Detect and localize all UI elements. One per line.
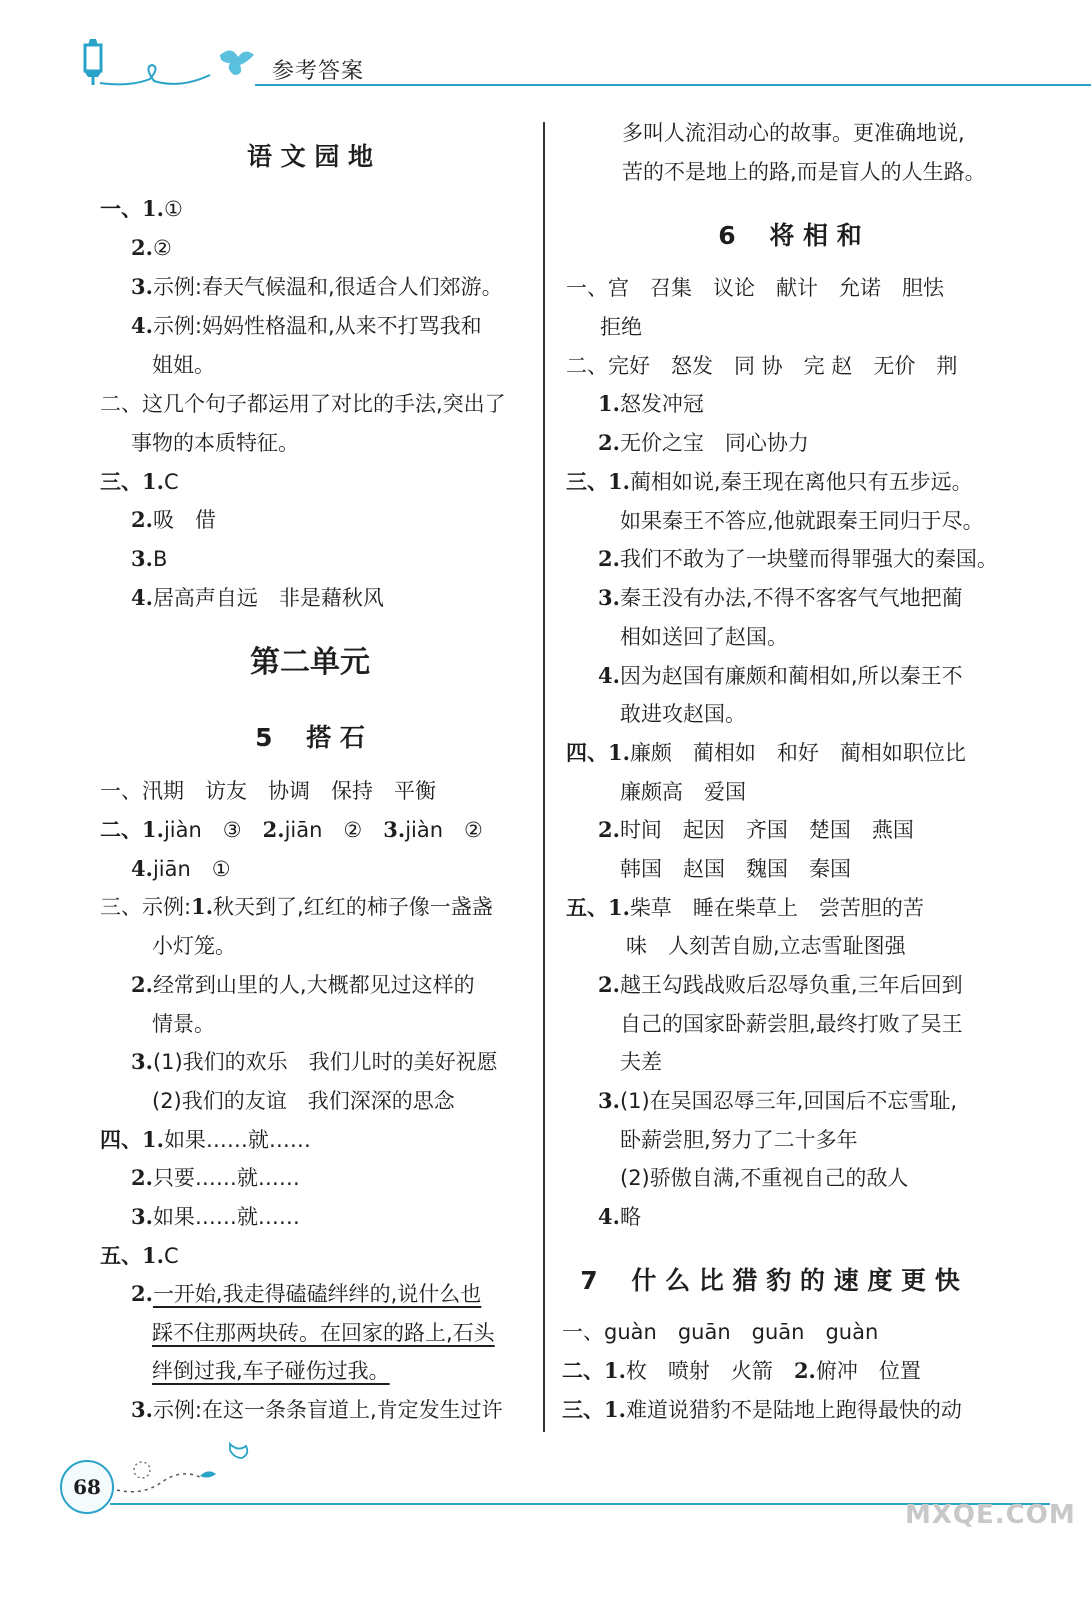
header-rule [255, 84, 1091, 86]
answer-line: 小灯笼。 [152, 934, 236, 958]
answer-line: 一、1.① [100, 196, 183, 221]
answer-line: 一、guàn guān guān guàn [562, 1320, 879, 1344]
answer-line: (2)我们的友谊 我们深深的思念 [152, 1089, 455, 1113]
answer-line: 四、1.如果……就…… [100, 1127, 311, 1152]
answer-line: 三、1.蔺相如说,秦王现在离他只有五步远。 [566, 469, 973, 494]
site-watermark: MXQE.COM [905, 1500, 1076, 1530]
lantern-vine-decoration-icon [70, 35, 260, 90]
answer-line: 2.经常到山里的人,大概都见过这样的 [131, 972, 475, 997]
unit-heading: 第二单元 [250, 645, 370, 680]
answer-line: 4.居高声自远 非是藉秋风 [131, 585, 384, 610]
answer-line: 三、1.C [100, 469, 179, 494]
answer-line: 2.时间 起因 齐国 楚国 燕国 [598, 817, 914, 842]
answer-line: 二、这几个句子都运用了对比的手法,突出了 [100, 392, 506, 416]
page-number: 68 [60, 1460, 114, 1514]
answer-line: 味 人刻苦自励,立志雪耻图强 [626, 934, 906, 958]
answer-line: 3.(1)在吴国忍辱三年,回国后不忘雪耻, [598, 1088, 958, 1113]
bird-trail-decoration-icon [112, 1430, 262, 1500]
answer-line: 五、1.柴草 睡在柴草上 尝苦胆的苦 [566, 895, 924, 920]
answer-line: 4.因为赵国有廉颇和蔺相如,所以秦王不 [598, 663, 963, 688]
answer-line: 3.如果……就…… [131, 1204, 300, 1229]
answer-line: 3.示例:春天气候温和,很适合人们郊游。 [131, 274, 503, 299]
answer-line: 敢进攻赵国。 [620, 702, 746, 726]
answer-line: 多叫人流泪动心的故事。更准确地说, [622, 121, 965, 145]
answer-line: 2.我们不敢为了一块璧而得罪强大的秦国。 [598, 546, 998, 571]
answer-line: 相如送回了赵国。 [620, 625, 788, 649]
answer-line: 2.② [131, 235, 172, 260]
answer-line: 3.(1)我们的欢乐 我们儿时的美好祝愿 [131, 1049, 498, 1074]
answer-line: 一、汛期 访友 协调 保持 平衡 [100, 779, 436, 803]
answer-line: 2.一开始,我走得磕磕绊绊的,说什么也 [131, 1281, 482, 1306]
answer-line: 2.越王勾践战败后忍辱负重,三年后回到 [598, 972, 963, 997]
answer-line: 3.秦王没有办法,不得不客客气气地把蔺 [598, 585, 963, 610]
answer-line: 4.jiān ① [131, 856, 231, 881]
answer-line: 苦的不是地上的路,而是盲人的人生路。 [622, 160, 986, 184]
column-divider [543, 122, 545, 1432]
answer-line: 绊倒过我,车子碰伤过我。 [152, 1359, 390, 1383]
answer-line: 如果秦王不答应,他就跟秦王同归于尽。 [620, 509, 984, 533]
answer-line: 三、示例:1.秋天到了,红红的柿子像一盏盏 [100, 894, 493, 919]
answer-line: 1.怒发冲冠 [598, 391, 704, 416]
answer-line: 二、1.jiàn ③ 2.jiān ② 3.jiàn ② [100, 817, 483, 842]
lesson-heading-5: 5 搭 石 [255, 723, 365, 752]
answer-line: 四、1.廉颇 蔺相如 和好 蔺相如职位比 [566, 740, 966, 765]
answer-line: 三、1.难道说猎豹不是陆地上跑得最快的动 [562, 1397, 962, 1422]
section-heading-yuwen-yuandi: 语 文 园 地 [246, 142, 374, 171]
answer-line: 4.略 [598, 1204, 641, 1229]
answer-line: 踩不住那两块砖。在回家的路上,石头 [152, 1321, 495, 1345]
answer-line: 2.吸 借 [131, 507, 216, 532]
answer-line: 事物的本质特征。 [131, 431, 299, 455]
answer-line: 一、宫 召集 议论 献计 允诺 胆怯 [566, 276, 944, 300]
answer-line: 4.示例:妈妈性格温和,从来不打骂我和 [131, 313, 482, 338]
answer-line: (2)骄傲自满,不重视自己的敌人 [620, 1166, 909, 1190]
lesson-heading-7: 7 什 么 比 猎 豹 的 速 度 更 快 [580, 1266, 960, 1295]
answer-line: 韩国 赵国 魏国 秦国 [620, 857, 851, 881]
page-header [0, 0, 1091, 100]
header-title: 参考答案 [272, 59, 365, 84]
answer-line: 二、完好 怒发 同 协 完 赵 无价 荆 [566, 354, 958, 378]
answer-line: 夫差 [620, 1050, 662, 1074]
answer-line: 拒绝 [600, 315, 642, 339]
lesson-heading-6: 6 将 相 和 [718, 221, 862, 250]
answer-line: 情景。 [152, 1012, 215, 1036]
answer-line: 自己的国家卧薪尝胆,最终打败了吴王 [620, 1012, 963, 1036]
answer-line: 廉颇高 爱国 [620, 780, 746, 804]
answer-line: 2.无价之宝 同心协力 [598, 430, 809, 455]
answer-line: 卧薪尝胆,努力了二十多年 [620, 1128, 858, 1152]
answer-line: 3.示例:在这一条条盲道上,肯定发生过许 [131, 1397, 503, 1422]
answer-line: 3.B [131, 546, 168, 571]
answer-line: 姐姐。 [152, 353, 215, 377]
answer-line: 二、1.枚 喷射 火箭 2.俯冲 位置 [562, 1358, 921, 1383]
answer-line: 2.只要……就…… [131, 1165, 300, 1190]
answer-line: 五、1.C [100, 1243, 179, 1268]
